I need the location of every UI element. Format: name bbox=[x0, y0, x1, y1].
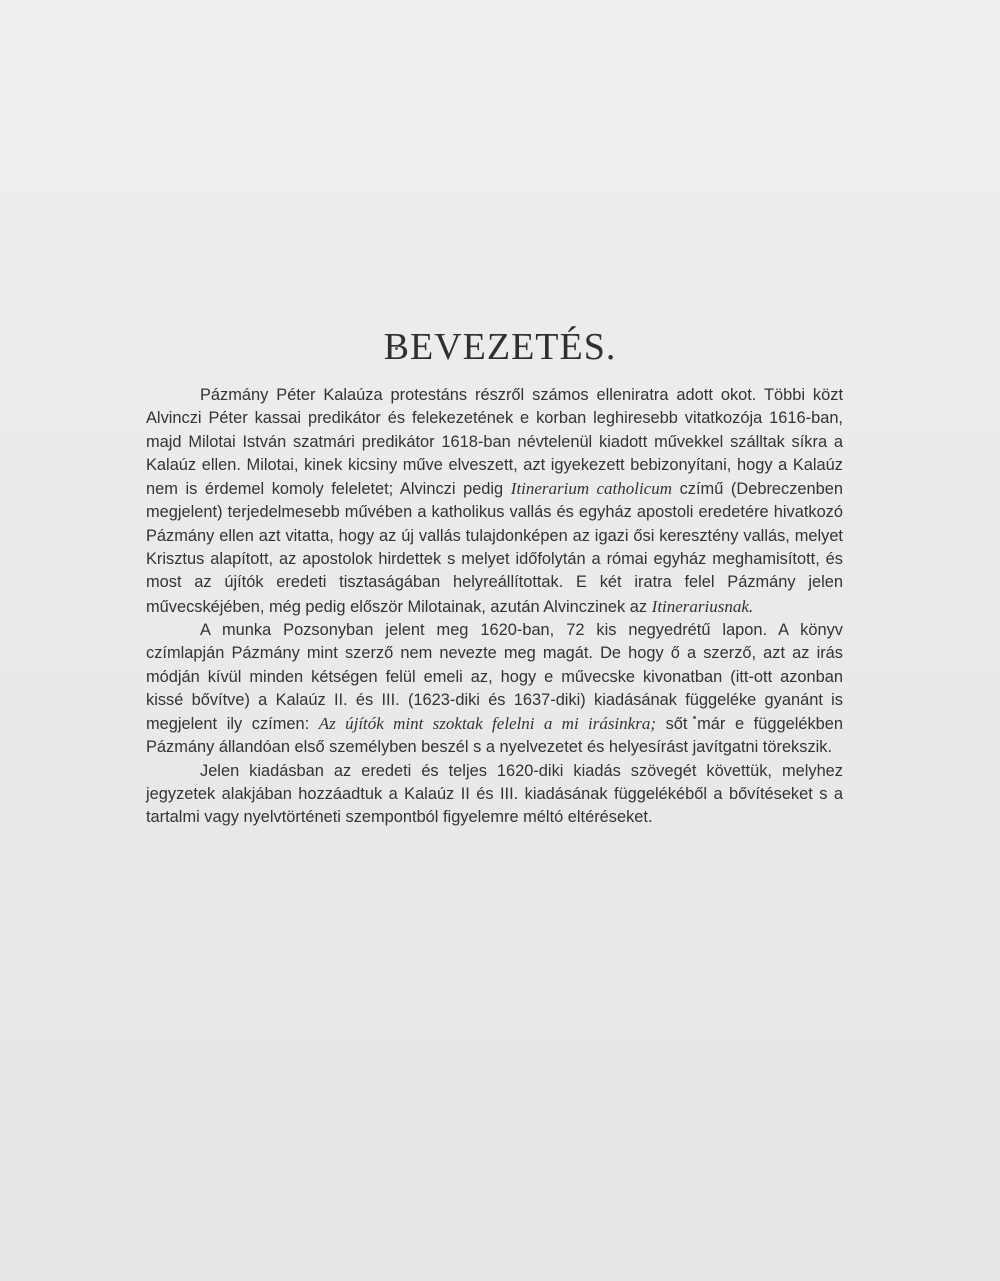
paragraph bbox=[146, 760, 843, 830]
italic-title: Az újítók mint szoktak felelni a mi irásinkra; bbox=[318, 714, 656, 734]
italic-title: Itinerariusnak. bbox=[651, 596, 754, 616]
text-segment: Pázmány Péter Kalaúza protestáns részről számos elleniratra adott okot. Többi közt Alvinczi Péter kassai predikátor és felekezetének e korban leghiresebb vitatkozója 1616-ban, majd Milotai István szatmári predikátor 1618-ban névtelenül kiadott művekkel szálltak síkra a Kalaúz ellen. Milotai, kinek kicsiny műve elveszett, azt igyekezett bebizonyítani, hogy a Kalaúz nem is érdemel komoly feleletet; Alvinczi pedig bbox=[146, 386, 843, 499]
body-text bbox=[146, 384, 843, 830]
text-segment: sőt már e függelékben Pázmány állandóan első személyben beszél s a nyelvezetet és helyesírást javítgatni törekszik. bbox=[146, 715, 843, 757]
text-segment: Jelen kiadásban az eredeti és teljes 1620-diki kiadás szövegét követtük, melyhez jegyzetek alakjában hozzáadtuk a Kalaúz II és III. kiadásának függelékéből a bővítéseket s a tartalmi vagy nyelvtörténeti szempontból figyelemre méltó eltéréseket. bbox=[146, 761, 843, 827]
text-segment: A munka Pozsonyban jelent meg 1620-ban, 72 kis negyedrétű lapon. A könyv czímlapján Pázmány mint szerző nem nevezte meg magát. De hogy ő a szerző, azt az irás módján kívül minden kétségen felül emeli az, hogy e művecske kivonatban (itt-ott azonban kissé bővítve) a Kalaúz II. és III. (1623-diki és 1637-diki) kiadásának függeléke gyanánt is megjelent ily czímen: bbox=[146, 620, 843, 734]
page-title: BEVEZETÉS. bbox=[383, 326, 617, 369]
paragraph bbox=[146, 619, 843, 760]
italic-title: Itinerarium catholicum bbox=[510, 479, 672, 499]
text-segment: czímű (Debreczenben megjelent) terjedelmesebb művében a katholikus vallás és egyház apostoli eredetére hivatkozó Pázmány ellen azt vitatta, hogy az új vallás tulajdonképen az igazi ősi keresztény vallás, melyet Krisztus alapított, az apostolok hirdettek s melyet időfolytán a római egyház meghamisított, és most az újítók eredeti tisztaságában helyreállítottak. E két iratra felel Pázmány jelen művecskéjében, még pedig először Milotainak, azután Alvinczinek az bbox=[146, 480, 843, 616]
paragraph bbox=[146, 384, 843, 619]
